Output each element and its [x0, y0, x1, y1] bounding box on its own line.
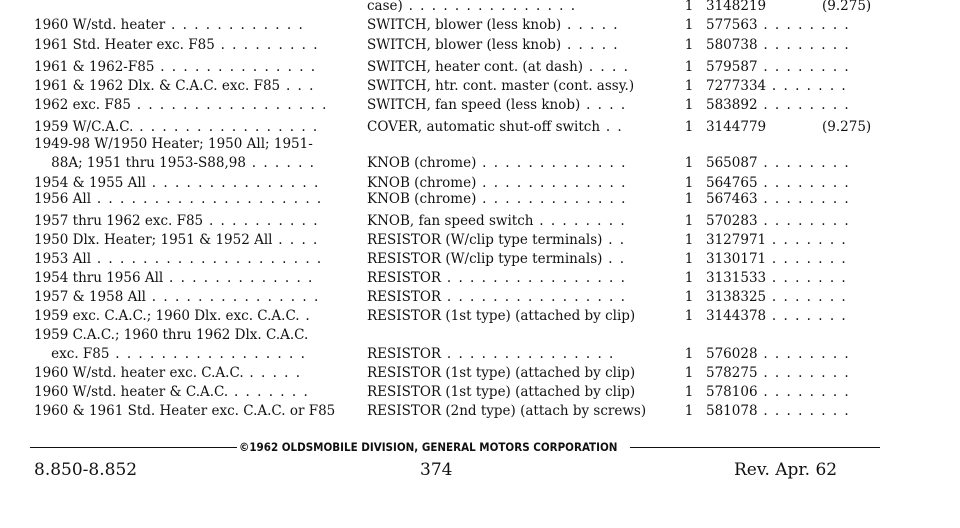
quantity-cell: 1 [684, 119, 694, 135]
parts-row [0, 230, 960, 250]
application-cell: 1961 Std. Heater exc. F85 . . . . . . . . . [34, 37, 320, 53]
part-number-cell: 3144378 . . . . . . . [706, 308, 848, 324]
quantity-cell: 1 [684, 346, 694, 362]
parts-row [0, 325, 960, 345]
application-cell: 1959 C.A.C.; 1960 thru 1962 Dlx. C.A.C. [34, 327, 309, 343]
leader-dots: . . . . . [561, 17, 620, 33]
leader-dots: . . . . [580, 97, 627, 113]
quantity-cell: 1 [684, 270, 694, 286]
leader-dots: . . . . . . . . [757, 97, 851, 113]
application-cell: exc. F85 . . . . . . . . . . . . . . . . . [34, 346, 307, 362]
application-cell: 1956 All . . . . . . . . . . . . . . . . . . . . [34, 191, 323, 207]
part-number-cell: 3127971 . . . . . . . [706, 232, 848, 248]
description-cell: SWITCH, blower (less knob) . . . . . [367, 37, 620, 53]
parts-row [0, 268, 960, 288]
footer-rule-left [30, 447, 237, 448]
leader-dots: . . . . . . . . . . . . . [476, 155, 627, 171]
leader-dots: . . . . . . . . . . . . . . . . [441, 270, 627, 286]
leader-dots: . . . . . . . . . [214, 37, 320, 53]
parts-row [0, 344, 960, 364]
quantity-cell: 1 [684, 365, 694, 381]
description-cell: RESISTOR (2nd type) (attach by screws) [367, 403, 647, 419]
leader-dots: . . . . . . . [228, 384, 310, 400]
application-cell: 1960 W/std. heater & C.A.C. . . . . . . . [34, 384, 310, 400]
leader-dots: . . . . . . . . . . . . . . [154, 59, 317, 75]
parts-row [0, 211, 960, 231]
quantity-cell: 1 [684, 37, 694, 53]
leader-dots: . . [602, 251, 626, 267]
quantity-cell: 1 [684, 17, 694, 33]
description-cell: RESISTOR (1st type) (attached by clip) [367, 365, 636, 381]
application-cell: 1949-98 W/1950 Heater; 1950 All; 1951- [34, 136, 313, 152]
section-range: 8.850-8.852 [34, 460, 138, 480]
leader-dots: . . . . [272, 232, 319, 248]
quantity-cell: 1 [684, 232, 694, 248]
leader-dots: . . . . . . . [766, 78, 848, 94]
parts-row [0, 189, 960, 209]
application-cell: 1961 & 1962-F85 . . . . . . . . . . . . . . [34, 59, 317, 75]
leader-dots: . . . . . . . . . . . . . . . [146, 289, 320, 305]
application-cell: 1960 W/std. heater exc. C.A.C. . . . . . [34, 365, 302, 381]
leader-dots: . . . . . . . [766, 308, 848, 324]
leader-dots: . . . . . . . . [757, 403, 851, 419]
leader-dots: . . . . . . . [766, 289, 848, 305]
parts-row [0, 76, 960, 96]
description-cell: KNOB, fan speed switch . . . . . . . . [367, 213, 627, 229]
part-number-cell: 565087 . . . . . . . . [706, 155, 851, 171]
quantity-cell: 1 [684, 191, 694, 207]
quantity-cell: 1 [684, 251, 694, 267]
leader-dots: . . . . . . . . . . . . . . . . . [109, 346, 307, 362]
quantity-cell: 1 [684, 59, 694, 75]
description-cell: RESISTOR (1st type) (attached by clip) [367, 308, 636, 324]
part-number-cell: 583892 . . . . . . . . [706, 97, 851, 113]
description-cell: KNOB (chrome) . . . . . . . . . . . . . [367, 191, 627, 207]
leader-dots: . . . . . [243, 365, 302, 381]
page-number: 374 [420, 460, 453, 480]
part-number-cell: 578106 . . . . . . . . [706, 384, 851, 400]
parts-row [0, 0, 960, 16]
leader-dots: . . . . . . . . . . . . . . . . . . . . [91, 191, 323, 207]
leader-dots: . . [602, 232, 626, 248]
description-cell: SWITCH, heater cont. (at dash) . . . . [367, 59, 630, 75]
description-cell: KNOB (chrome) . . . . . . . . . . . . . [367, 155, 627, 171]
group-reference: (9.275) [822, 119, 872, 135]
leader-dots: . . . . . . . . [757, 175, 851, 191]
part-number-cell: 3148219 [706, 0, 767, 14]
leader-dots: . . . . . . . . . . . . . . . . [133, 119, 319, 135]
parts-row [0, 401, 960, 421]
leader-dots: . . . . . . . . [757, 384, 851, 400]
leader-dots: . . . . [583, 59, 630, 75]
leader-dots: . . . . . . . . [757, 213, 851, 229]
parts-row [0, 15, 960, 35]
quantity-cell: 1 [684, 0, 694, 14]
description-cell: SWITCH, htr. cont. master (cont. assy.) [367, 78, 635, 94]
parts-row [0, 382, 960, 402]
leader-dots: . . . . . . . . . . . . . [476, 191, 627, 207]
parts-row [0, 153, 960, 173]
parts-row [0, 134, 960, 154]
footer-rule-right [630, 447, 880, 448]
part-number-cell: 3144779 [706, 119, 767, 135]
copyright-notice: ©1962 OLDSMOBILE DIVISION, GENERAL MOTORS CORPORATION [239, 440, 618, 454]
leader-dots: . . . . . . . . . . . . . . . . . . . . [91, 251, 323, 267]
application-cell: 88A; 1951 thru 1953-S88,98 . . . . . . [34, 155, 316, 171]
description-cell: RESISTOR . . . . . . . . . . . . . . . [367, 346, 615, 362]
leader-dots: . . . . . . . . . . . . . . . . [441, 289, 627, 305]
leader-dots: . . . . . . . . . . . . . [163, 270, 314, 286]
part-number-cell: 570283 . . . . . . . . [706, 213, 851, 229]
parts-row [0, 95, 960, 115]
part-number-cell: 576028 . . . . . . . . [706, 346, 851, 362]
part-number-cell: 3138325 . . . . . . . [706, 289, 848, 305]
parts-row [0, 57, 960, 77]
leader-dots: . . [600, 119, 624, 135]
quantity-cell: 1 [684, 78, 694, 94]
description-cell: RESISTOR . . . . . . . . . . . . . . . . [367, 270, 627, 286]
application-cell: 1960 W/std. heater . . . . . . . . . . . . [34, 17, 305, 33]
leader-dots: . . . . . . . . [533, 213, 627, 229]
leader-dots: . . . . . . . . . . . . . . . [402, 0, 577, 14]
parts-row [0, 363, 960, 383]
leader-dots: . . . . . . . [766, 251, 848, 267]
leader-dots: . . . . . . . . . . . . . . . [441, 346, 615, 362]
revision-date: Rev. Apr. 62 [734, 460, 838, 480]
leader-dots: . . . . . . . . [757, 155, 851, 171]
part-number-cell: 578275 . . . . . . . . [706, 365, 851, 381]
leader-dots: . . . . . . . . . . . . [165, 17, 305, 33]
application-cell: 1959 W/C.A.C. . . . . . . . . . . . . . . . . [34, 119, 319, 135]
quantity-cell: 1 [684, 175, 694, 191]
part-number-cell: 579587 . . . . . . . . [706, 59, 851, 75]
leader-dots: . . . . . . . . [757, 365, 851, 381]
description-cell: COVER, automatic shut-off switch . . [367, 119, 624, 135]
quantity-cell: 1 [684, 289, 694, 305]
quantity-cell: 1 [684, 308, 694, 324]
part-number-cell: 580738 . . . . . . . . [706, 37, 851, 53]
leader-dots: . . . . . . . . . . . . . . . [146, 175, 320, 191]
description-cell: KNOB (chrome) . . . . . . . . . . . . . [367, 175, 627, 191]
parts-row [0, 287, 960, 307]
application-cell: 1960 & 1961 Std. Heater exc. C.A.C. or F85 [34, 403, 336, 419]
application-cell: 1961 & 1962 Dlx. & C.A.C. exc. F85 . . . [34, 78, 315, 94]
application-cell: 1957 thru 1962 exc. F85 . . . . . . . . . . [34, 213, 319, 229]
description-cell: RESISTOR (W/clip type terminals) . . [367, 251, 626, 267]
part-number-cell: 3130171 . . . . . . . [706, 251, 848, 267]
quantity-cell: 1 [684, 384, 694, 400]
parts-row [0, 35, 960, 55]
leader-dots: . . . . . . . [766, 270, 848, 286]
leader-dots: . . . . . . . [766, 232, 848, 248]
application-cell: 1954 thru 1956 All . . . . . . . . . . . . . [34, 270, 314, 286]
application-cell: 1950 Dlx. Heater; 1951 & 1952 All . . . . [34, 232, 319, 248]
description-cell: case) . . . . . . . . . . . . . . . [367, 0, 577, 14]
part-number-cell: 3131533 . . . . . . . [706, 270, 848, 286]
description-cell: SWITCH, blower (less knob) . . . . . [367, 17, 620, 33]
leader-dots: . . . . . . . . . . . . . [476, 175, 627, 191]
quantity-cell: 1 [684, 155, 694, 171]
group-reference: (9.275) [822, 0, 872, 14]
leader-dots: . . . . . . . . [757, 59, 851, 75]
part-number-cell: 581078 . . . . . . . . [706, 403, 851, 419]
leader-dots: . . . . . . . . . . . . . . . . . [130, 97, 328, 113]
part-number-cell: 567463 . . . . . . . . [706, 191, 851, 207]
parts-row [0, 306, 960, 326]
parts-row [0, 249, 960, 269]
leader-dots: . . . . . . . . [757, 17, 851, 33]
application-cell: 1957 & 1958 All . . . . . . . . . . . . . . . [34, 289, 320, 305]
description-cell: RESISTOR (1st type) (attached by clip) [367, 384, 636, 400]
description-cell: RESISTOR (W/clip type terminals) . . [367, 232, 626, 248]
leader-dots: . . . . . . . . [757, 346, 851, 362]
leader-dots: . . . . . [561, 37, 620, 53]
application-cell: 1959 exc. C.A.C.; 1960 Dlx. exc. C.A.C. . [34, 308, 312, 324]
leader-dots: . . . . . . . . [757, 191, 851, 207]
description-cell: RESISTOR . . . . . . . . . . . . . . . . [367, 289, 627, 305]
application-cell: 1954 & 1955 All . . . . . . . . . . . . . . . [34, 175, 320, 191]
part-number-cell: 577563 . . . . . . . . [706, 17, 851, 33]
leader-dots: . . . . . . . . . . [203, 213, 319, 229]
leader-dots: . . . [280, 78, 315, 94]
quantity-cell: 1 [684, 97, 694, 113]
part-number-cell: 564765 . . . . . . . . [706, 175, 851, 191]
application-cell: 1953 All . . . . . . . . . . . . . . . . . . . . [34, 251, 323, 267]
quantity-cell: 1 [684, 403, 694, 419]
description-cell: SWITCH, fan speed (less knob) . . . . [367, 97, 627, 113]
leader-dots: . [299, 308, 312, 324]
quantity-cell: 1 [684, 213, 694, 229]
application-cell: 1962 exc. F85 . . . . . . . . . . . . . . . . . [34, 97, 328, 113]
part-number-cell: 7277334 . . . . . . . [706, 78, 848, 94]
leader-dots: . . . . . . . . [757, 37, 851, 53]
leader-dots: . . . . . . [245, 155, 316, 171]
